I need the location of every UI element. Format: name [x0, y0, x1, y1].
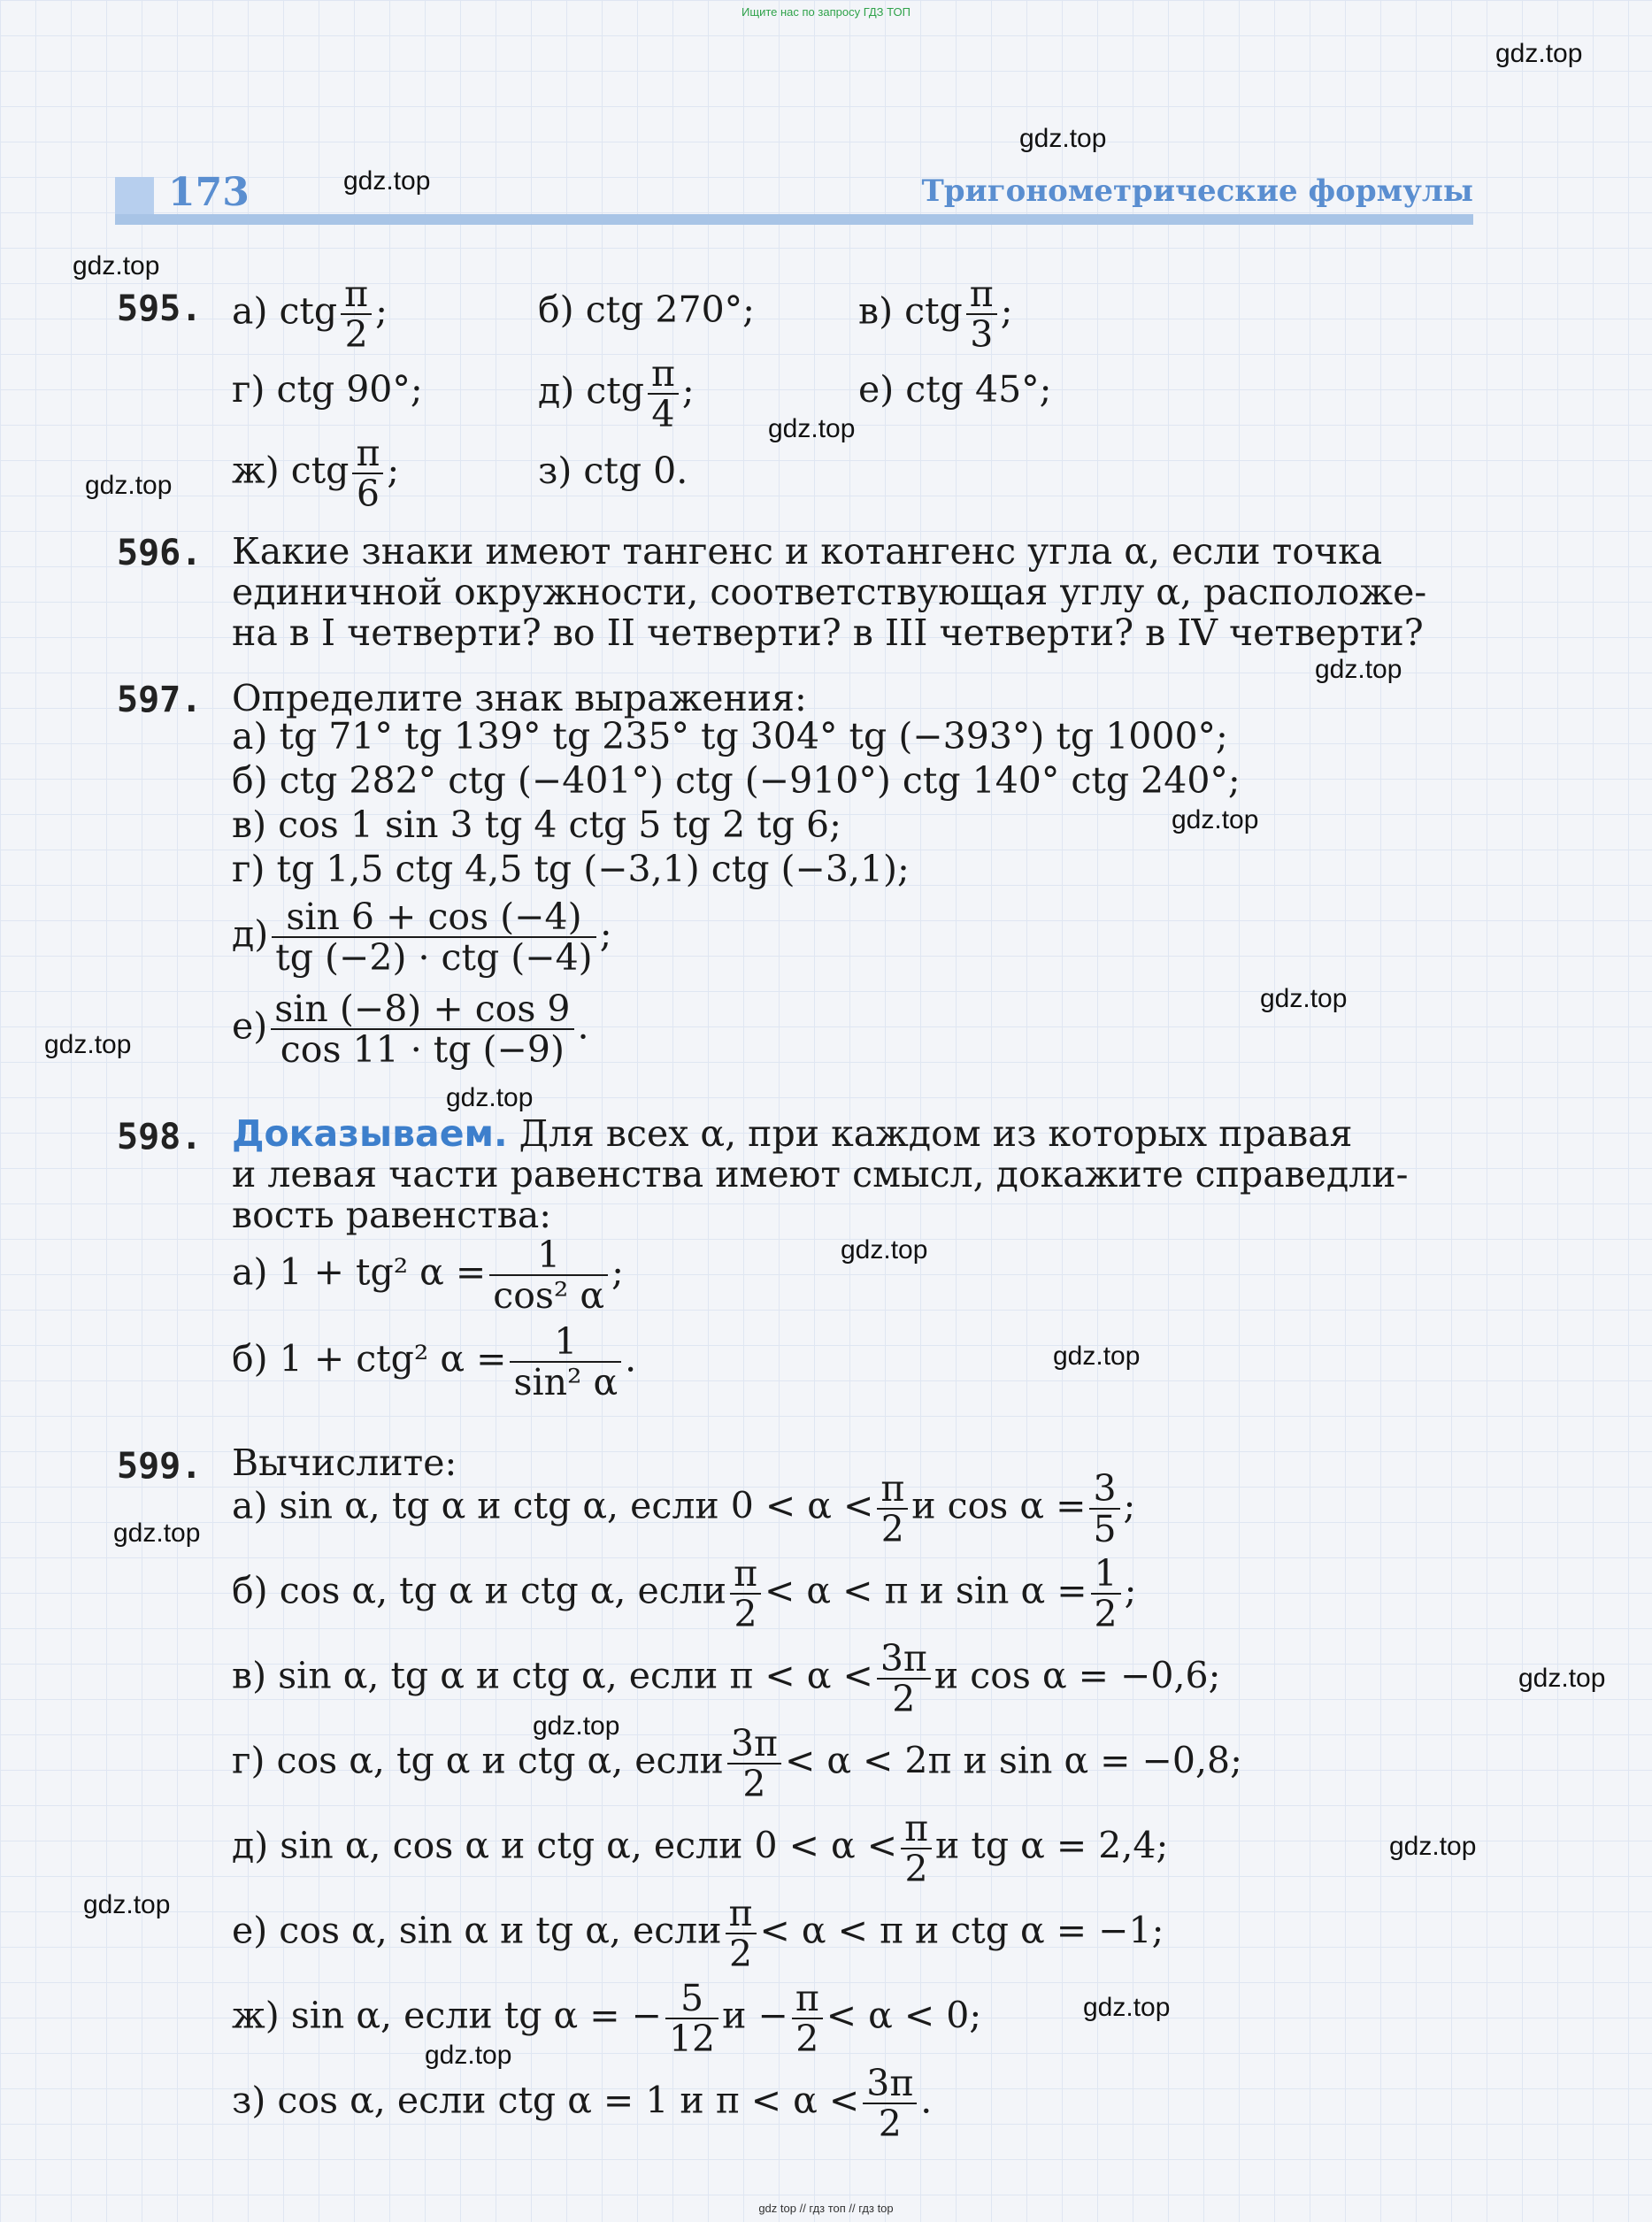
item-a: а) sin α, tg α и ctg α, если 0 < α < $\frac{\pi}{2}$ и cos α = $\frac{3}{5}$ ;	[232, 1467, 1136, 1550]
fraction: $\frac{\pi}{6}$	[352, 434, 383, 513]
item-b: б) ctg 282° ctg (−401°) ctg (−910°) ctg 140° ctg 240°;	[232, 759, 1241, 802]
paragraph-line: на в I четверти? во II четверти? в III четверти? в IV четверти?	[232, 611, 1424, 654]
item-e: д) ctg $\frac{\pi}{4}$ ;	[538, 352, 695, 435]
item-f: е) ctg 45°;	[858, 368, 1052, 411]
paragraph-line: Какие знаки имеют тангенс и котангенс угла α, если точка	[232, 530, 1383, 573]
paragraph-line: и левая части равенства имеют смысл, докажите справедли-	[232, 1153, 1409, 1196]
fraction: $\frac{3\pi}{2}$	[863, 2064, 917, 2143]
fraction: $\frac{5}{12}$	[665, 1979, 718, 2058]
watermark: gdz.top	[1083, 1993, 1171, 2022]
item-text: ж) ctg	[232, 449, 350, 492]
item-b: б) cos α, tg α и ctg α, если $\frac{\pi}{2}$ < α < π и sin α = $\frac{1}{2}$ ;	[232, 1552, 1137, 1635]
watermark: gdz.top	[533, 1711, 620, 1741]
item-h: з) cos α, если ctg α = 1 и π < α < $\frac{3\pi}{2}$ .	[232, 2062, 933, 2145]
item-f: е) $\frac{\sin (-8) + \cos 9}{\cos 11 \cdot tg (-9)}$ .	[232, 988, 589, 1071]
fraction: $\frac{3}{5}$	[1089, 1469, 1119, 1549]
item-text: в) ctg	[858, 289, 963, 333]
item-b: б) 1 + ctg² α = $\frac{1}{\text{sin² α}}$ .	[232, 1320, 637, 1403]
exercise-number: 598.	[117, 1117, 203, 1157]
fraction: $\frac{\pi}{2}$	[726, 1894, 757, 1973]
exercise-number: 596.	[117, 533, 203, 573]
fraction: $\frac{1}{2}$	[1091, 1554, 1121, 1634]
paragraph-line: единичной окружности, соответствующая углу α, расположе-	[232, 571, 1427, 613]
watermark: gdz.top	[841, 1235, 928, 1265]
item-e: д) sin α, cos α и ctg α, если 0 < α < $\frac{\pi}{2}$ и tg α = 2,4;	[232, 1807, 1169, 1890]
paragraph-line: вость равенства:	[232, 1194, 552, 1236]
item-text: е)	[232, 1004, 268, 1048]
item-a: а) tg 71° tg 139° tg 235° tg 304° tg (−393°) tg 1000°;	[232, 715, 1228, 757]
item-b: б) ctg 270°;	[538, 288, 755, 331]
fraction: $\frac{\pi}{2}$	[877, 1469, 908, 1549]
section-lead: Доказываем.	[232, 1112, 508, 1155]
item-c: в) sin α, tg α и ctg α, если π < α < $\frac{3\pi}{2}$ и cos α = −0,6;	[232, 1637, 1221, 1720]
paragraph-line	[232, 1113, 1353, 1154]
item-c: в) cos 1 sin 3 tg 4 ctg 5 tg 2 tg 6;	[232, 803, 841, 846]
exercise-title: Вычислите:	[232, 1442, 457, 1484]
fraction: $\frac{\sin 6 + \cos (-4)}{\text{tg (−2) · ctg (−4)}}$	[272, 897, 595, 977]
fraction: $\frac{\pi}{3}$	[966, 274, 997, 354]
watermark: gdz.top	[1389, 1832, 1477, 1861]
fraction: $\frac{1}{\text{cos² α}}$	[489, 1235, 608, 1315]
page-number: 173	[168, 170, 250, 215]
item-d: г) cos α, tg α и ctg α, если $\frac{3\pi}{2}$ < α < 2π и sin α = −0,8;	[232, 1722, 1242, 1805]
running-head: Тригонометрические формулы	[921, 173, 1473, 209]
fraction: $\frac{\pi}{2}$	[730, 1554, 761, 1634]
exercise-number: 595.	[117, 288, 203, 329]
item-f: е) cos α, sin α и tg α, если $\frac{\pi}{2}$ < α < π и ctg α = −1;	[232, 1892, 1164, 1975]
item-text: б) 1 + ctg² α =	[232, 1337, 507, 1380]
fraction: $\frac{\sin (-8) + \cos 9}{\cos 11 \cdot tg (-9)}$	[271, 989, 573, 1069]
watermark: gdz.top	[44, 1030, 132, 1059]
item-d: г) tg 1,5 ctg 4,5 tg (−3,1) ctg (−3,1);	[232, 848, 910, 890]
watermark: gdz.top	[768, 414, 856, 443]
item-text: а) 1 + tg² α =	[232, 1250, 487, 1294]
watermark: gdz.top	[1019, 124, 1107, 153]
exercise-number: 597.	[117, 680, 203, 720]
fraction: $\frac{3\pi}{2}$	[877, 1639, 931, 1718]
bottom-note: gdz top // гдз топ // гдз top	[758, 2202, 894, 2215]
item-g: ж) ctg $\frac{\pi}{6}$ ;	[232, 432, 400, 515]
watermark: gdz.top	[73, 251, 160, 281]
watermark: gdz.top	[113, 1518, 201, 1548]
item-text: д)	[232, 912, 269, 956]
top-note: Ищите нас по запросу ГДЗ ТОП	[741, 5, 911, 19]
watermark: gdz.top	[343, 166, 431, 196]
watermark: gdz.top	[1053, 1342, 1141, 1371]
fraction: $\frac{\pi}{2}$	[792, 1979, 823, 2058]
fraction: $\frac{\pi}{4}$	[648, 354, 679, 434]
item-a: а) ctg $\frac{\pi}{2}$ ;	[232, 273, 388, 356]
exercise-number: 599.	[117, 1446, 203, 1487]
watermark: gdz.top	[1260, 984, 1348, 1013]
watermark: gdz.top	[85, 471, 173, 500]
item-text: д) ctg	[538, 369, 644, 412]
item-a: а) 1 + tg² α = $\frac{1}{\text{cos² α}}$ ;	[232, 1234, 624, 1317]
item-d: г) ctg 90°;	[232, 368, 423, 411]
fraction: $\frac{1}{\text{sin² α}}$	[510, 1322, 621, 1402]
item-text: а) ctg	[232, 289, 338, 333]
item-h: з) ctg 0.	[538, 450, 688, 492]
watermark: gdz.top	[1315, 655, 1402, 684]
fraction: $\frac{\pi}{2}$	[341, 274, 372, 354]
watermark: gdz.top	[446, 1083, 534, 1112]
watermark: gdz.top	[1518, 1664, 1606, 1693]
watermark: gdz.top	[1495, 39, 1583, 68]
exercise-title: Определите знак выражения:	[232, 677, 807, 719]
item-e: д) $\frac{\sin 6 + \cos (-4)}{\text{tg (−2) · ctg (−4)}}$ ;	[232, 896, 612, 979]
paragraph-text: Для всех α, при каждом из которых правая	[519, 1112, 1353, 1155]
item-g: ж) sin α, если tg α = − $\frac{5}{12}$ и − $\frac{\pi}{2}$ < α < 0;	[232, 1977, 982, 2060]
fraction: $\frac{3\pi}{2}$	[727, 1724, 781, 1803]
watermark: gdz.top	[425, 2041, 512, 2070]
watermark: gdz.top	[83, 1890, 171, 1919]
fraction: $\frac{\pi}{2}$	[901, 1809, 932, 1888]
header-rule	[115, 214, 1473, 225]
page-number-marker	[115, 177, 154, 219]
item-c: в) ctg $\frac{\pi}{3}$ ;	[858, 273, 1013, 356]
watermark: gdz.top	[1172, 805, 1259, 834]
